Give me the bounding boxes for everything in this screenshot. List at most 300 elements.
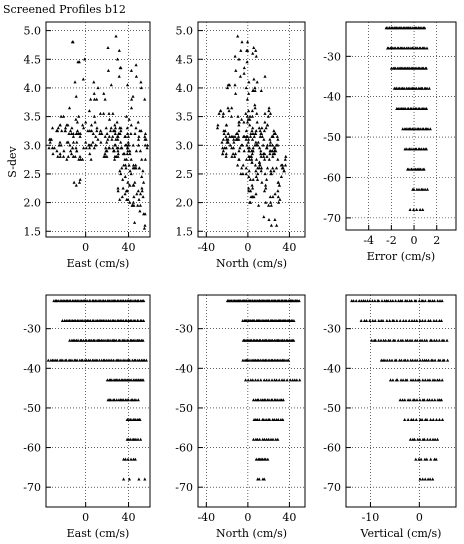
data-point	[128, 118, 131, 121]
data-point	[251, 109, 254, 112]
data-point	[110, 126, 113, 129]
data-point	[425, 47, 428, 50]
data-point	[67, 155, 70, 158]
data-point	[118, 75, 121, 78]
y-tick-label: -30	[323, 50, 341, 64]
data-point	[74, 146, 77, 149]
data-point	[391, 299, 394, 302]
data-point	[258, 146, 261, 149]
data-point	[225, 152, 228, 155]
data-point	[111, 135, 114, 138]
data-point	[252, 78, 255, 81]
data-point	[251, 378, 254, 381]
data-point	[234, 55, 237, 58]
data-point	[102, 92, 105, 95]
data-point	[251, 138, 254, 141]
data-point	[268, 158, 271, 161]
data-point	[130, 172, 133, 175]
y-tick-label: 3.0	[175, 139, 193, 153]
data-point	[264, 187, 267, 190]
panel-2	[176, 22, 306, 270]
data-point	[269, 201, 272, 204]
data-point	[144, 132, 147, 135]
data-point	[418, 319, 421, 322]
data-point	[137, 135, 140, 138]
data-point	[264, 172, 267, 175]
data-point	[415, 418, 418, 421]
data-point	[263, 112, 266, 115]
data-point	[139, 80, 142, 83]
data-point	[404, 319, 407, 322]
data-point	[252, 46, 255, 49]
data-point	[88, 146, 91, 149]
data-point	[258, 126, 261, 129]
data-point	[142, 195, 145, 198]
data-point	[268, 138, 271, 141]
data-point	[260, 126, 263, 129]
data-point	[277, 195, 280, 198]
x-axis-label: East (cm/s)	[66, 257, 130, 270]
data-point	[260, 181, 263, 184]
data-point	[273, 218, 276, 221]
data-point	[412, 208, 415, 211]
data-point	[126, 83, 129, 86]
y-tick-label: 1.5	[175, 225, 193, 239]
data-point	[122, 478, 125, 481]
data-point	[121, 178, 124, 181]
x-tick-label: 2	[433, 234, 441, 247]
data-point	[143, 478, 146, 481]
data-point	[408, 319, 411, 322]
data-point	[385, 319, 388, 322]
data-point	[258, 438, 261, 441]
data-point	[81, 123, 84, 126]
data-point	[360, 319, 363, 322]
data-point	[88, 152, 91, 155]
data-point	[240, 118, 243, 121]
y-tick-label: -40	[323, 362, 341, 376]
y-tick-label: -30	[23, 322, 41, 336]
data-point	[368, 319, 371, 322]
data-point	[270, 204, 273, 207]
data-point	[433, 299, 436, 302]
data-point	[267, 204, 270, 207]
data-point	[271, 195, 274, 198]
data-point	[259, 152, 262, 155]
data-point	[247, 109, 250, 112]
x-tick-label: 0	[244, 241, 252, 254]
data-point	[267, 109, 270, 112]
data-point	[268, 152, 271, 155]
data-point	[55, 149, 58, 152]
data-point	[260, 166, 263, 169]
data-point	[119, 141, 122, 144]
data-point	[117, 152, 120, 155]
data-point	[82, 146, 85, 149]
y-tick-label: 2.5	[175, 167, 193, 181]
data-point	[256, 80, 259, 83]
data-point	[56, 155, 59, 158]
y-tick-label: -40	[23, 362, 41, 376]
y-axis-label: S-dev	[6, 146, 19, 178]
data-point	[47, 359, 50, 362]
data-point	[278, 184, 281, 187]
data-point	[409, 398, 412, 401]
data-point	[256, 378, 259, 381]
data-point	[224, 135, 227, 138]
data-point	[272, 129, 275, 132]
data-point	[89, 98, 92, 101]
data-point	[254, 106, 257, 109]
y-tick-label: -60	[175, 441, 193, 455]
data-point	[274, 192, 277, 195]
data-point	[431, 398, 434, 401]
y-tick-label: 5.0	[23, 24, 41, 38]
data-point	[272, 169, 275, 172]
data-point	[260, 89, 263, 92]
data-point	[431, 478, 434, 481]
data-point	[446, 359, 449, 362]
data-point	[419, 208, 422, 211]
data-point	[255, 158, 258, 161]
data-point	[286, 378, 289, 381]
data-point	[250, 158, 253, 161]
data-point	[428, 378, 431, 381]
data-point	[130, 106, 133, 109]
data-point	[225, 123, 228, 126]
data-point	[251, 161, 254, 164]
data-point	[254, 192, 257, 195]
data-point	[84, 141, 87, 144]
x-axis-label: North (cm/s)	[215, 527, 288, 540]
data-point	[118, 198, 121, 201]
data-point	[245, 138, 248, 141]
data-point	[237, 123, 240, 126]
data-point	[221, 115, 224, 118]
data-point	[47, 146, 50, 149]
data-point	[133, 132, 136, 135]
data-point	[232, 138, 235, 141]
data-point	[68, 106, 71, 109]
data-point	[226, 106, 229, 109]
data-point	[236, 115, 239, 118]
data-point	[99, 129, 102, 132]
data-point	[269, 144, 272, 147]
data-point	[445, 339, 448, 342]
data-point	[73, 181, 76, 184]
data-point	[249, 135, 252, 138]
data-point	[263, 158, 266, 161]
data-point	[250, 129, 253, 132]
data-point	[70, 152, 73, 155]
y-tick-label: -70	[175, 481, 193, 495]
data-point	[124, 175, 127, 178]
data-point	[275, 166, 278, 169]
data-point	[121, 195, 124, 198]
data-point	[96, 86, 99, 89]
y-tick-label: 3.5	[23, 110, 41, 124]
data-point	[114, 35, 117, 38]
data-point	[251, 184, 254, 187]
data-point	[434, 359, 437, 362]
x-tick-label: -40	[197, 511, 216, 524]
point-series	[226, 299, 301, 480]
data-point	[106, 138, 109, 141]
plot-frame	[346, 22, 456, 230]
data-point	[242, 121, 245, 124]
data-point	[438, 418, 441, 421]
data-point	[227, 132, 230, 135]
data-point	[104, 146, 107, 149]
point-series	[216, 35, 288, 227]
data-point	[236, 164, 239, 167]
data-point	[130, 69, 133, 72]
data-point	[240, 166, 243, 169]
data-point	[239, 49, 242, 52]
data-point	[90, 123, 93, 126]
data-point	[240, 40, 243, 43]
data-point	[421, 319, 424, 322]
y-tick-label: 4.5	[175, 53, 193, 67]
data-point	[402, 319, 405, 322]
point-series	[47, 35, 149, 230]
data-point	[248, 123, 251, 126]
data-point	[95, 129, 98, 132]
data-point	[418, 299, 421, 302]
data-point	[421, 339, 424, 342]
data-point	[88, 109, 91, 112]
panel-6	[323, 295, 456, 540]
data-point	[414, 378, 417, 381]
data-point	[390, 359, 393, 362]
data-point	[276, 135, 279, 138]
data-point	[124, 166, 127, 169]
data-point	[106, 46, 109, 49]
data-point	[255, 175, 258, 178]
data-point	[128, 164, 131, 167]
data-point	[62, 149, 65, 152]
data-point	[254, 169, 257, 172]
data-point	[403, 398, 406, 401]
y-tick-label: -70	[323, 481, 341, 495]
data-point	[120, 166, 123, 169]
data-point	[67, 132, 70, 135]
data-point	[397, 339, 400, 342]
data-point	[259, 149, 262, 152]
y-tick-label: 2.0	[175, 196, 193, 210]
data-point	[252, 178, 255, 181]
data-point	[117, 189, 120, 192]
data-point	[380, 299, 383, 302]
data-point	[135, 192, 138, 195]
data-point	[253, 135, 256, 138]
data-point	[59, 152, 62, 155]
data-point	[93, 92, 96, 95]
y-tick-label: -50	[323, 401, 341, 415]
data-point	[243, 72, 246, 75]
data-point	[416, 359, 419, 362]
data-point	[416, 339, 419, 342]
data-point	[247, 80, 250, 83]
data-point	[234, 69, 237, 72]
data-point	[126, 181, 129, 184]
data-point	[230, 115, 233, 118]
data-point	[116, 149, 119, 152]
data-point	[429, 458, 432, 461]
data-point	[429, 319, 432, 322]
data-point	[425, 339, 428, 342]
y-tick-label: 3.5	[175, 110, 193, 124]
data-point	[435, 339, 438, 342]
data-point	[64, 129, 67, 132]
data-point	[266, 123, 269, 126]
data-point	[247, 149, 250, 152]
data-point	[105, 141, 108, 144]
data-point	[237, 129, 240, 132]
x-tick-label: -2	[386, 234, 397, 247]
data-point	[99, 141, 102, 144]
data-point	[99, 112, 102, 115]
data-point	[75, 149, 78, 152]
data-point	[129, 458, 132, 461]
data-point	[424, 319, 427, 322]
data-point	[266, 144, 269, 147]
y-tick-label: -40	[175, 362, 193, 376]
y-tick-label: -70	[323, 211, 341, 225]
data-point	[259, 129, 262, 132]
data-point	[112, 359, 115, 362]
data-point	[260, 155, 263, 158]
data-point	[249, 115, 252, 118]
data-point	[126, 152, 129, 155]
data-point	[245, 129, 248, 132]
data-point	[258, 418, 261, 421]
data-point	[132, 195, 135, 198]
data-point	[51, 152, 54, 155]
x-tick-label: 0	[244, 511, 252, 524]
data-point	[428, 87, 431, 90]
data-point	[137, 121, 140, 124]
data-point	[222, 149, 225, 152]
data-point	[57, 126, 60, 129]
data-point	[140, 187, 143, 190]
data-point	[69, 149, 72, 152]
data-point	[247, 138, 250, 141]
data-point	[251, 187, 254, 190]
data-point	[93, 146, 96, 149]
data-point	[432, 418, 435, 421]
y-tick-label: 2.0	[23, 196, 41, 210]
data-point	[132, 201, 135, 204]
data-point	[266, 166, 269, 169]
data-point	[69, 129, 72, 132]
point-series	[350, 299, 449, 480]
data-point	[421, 378, 424, 381]
data-point	[270, 378, 273, 381]
data-point	[270, 224, 273, 227]
data-point	[216, 126, 219, 129]
data-point	[82, 78, 85, 81]
data-point	[142, 181, 145, 184]
data-point	[104, 135, 107, 138]
x-axis-label: Error (cm/s)	[366, 250, 436, 263]
x-tick-label: 40	[121, 511, 136, 524]
data-point	[71, 146, 74, 149]
data-point	[245, 172, 248, 175]
data-point	[216, 123, 219, 126]
data-point	[110, 138, 113, 141]
data-point	[254, 49, 257, 52]
data-point	[242, 164, 245, 167]
data-point	[403, 418, 406, 421]
data-point	[92, 132, 95, 135]
x-axis-label: East (cm/s)	[66, 527, 130, 540]
data-point	[103, 152, 106, 155]
data-point	[379, 339, 382, 342]
data-point	[138, 166, 141, 169]
data-point	[222, 112, 225, 115]
data-point	[64, 126, 67, 129]
x-tick-label: 40	[121, 241, 136, 254]
data-point	[143, 135, 146, 138]
data-point	[134, 164, 137, 167]
data-point	[438, 339, 441, 342]
data-point	[114, 132, 117, 135]
data-point	[265, 155, 268, 158]
y-tick-label: 4.0	[175, 81, 193, 95]
data-point	[247, 187, 250, 190]
data-point	[85, 146, 88, 149]
data-point	[424, 478, 427, 481]
y-tick-label: 1.5	[23, 225, 41, 239]
data-point	[429, 438, 432, 441]
data-point	[106, 132, 109, 135]
data-point	[418, 438, 421, 441]
data-point	[246, 40, 249, 43]
data-point	[424, 299, 427, 302]
data-point	[225, 155, 228, 158]
data-point	[407, 418, 410, 421]
x-tick-label: 40	[282, 511, 297, 524]
data-point	[130, 98, 133, 101]
data-point	[254, 164, 257, 167]
x-tick-label: 0	[410, 234, 418, 247]
data-point	[271, 166, 274, 169]
data-point	[74, 118, 77, 121]
data-point	[268, 378, 271, 381]
data-point	[441, 418, 444, 421]
data-point	[72, 135, 75, 138]
data-point	[246, 121, 249, 124]
figure-title: Screened Profiles b12	[3, 3, 126, 16]
data-point	[419, 359, 422, 362]
data-point	[96, 138, 99, 141]
data-point	[238, 158, 241, 161]
data-point	[220, 141, 223, 144]
data-point	[91, 141, 94, 144]
data-point	[259, 135, 262, 138]
data-point	[116, 187, 119, 190]
data-point	[226, 86, 229, 89]
data-point	[265, 126, 268, 129]
data-point	[440, 319, 443, 322]
data-point	[427, 359, 430, 362]
data-point	[237, 149, 240, 152]
data-point	[255, 112, 258, 115]
data-point	[436, 438, 439, 441]
data-point	[137, 398, 140, 401]
data-point	[368, 299, 371, 302]
